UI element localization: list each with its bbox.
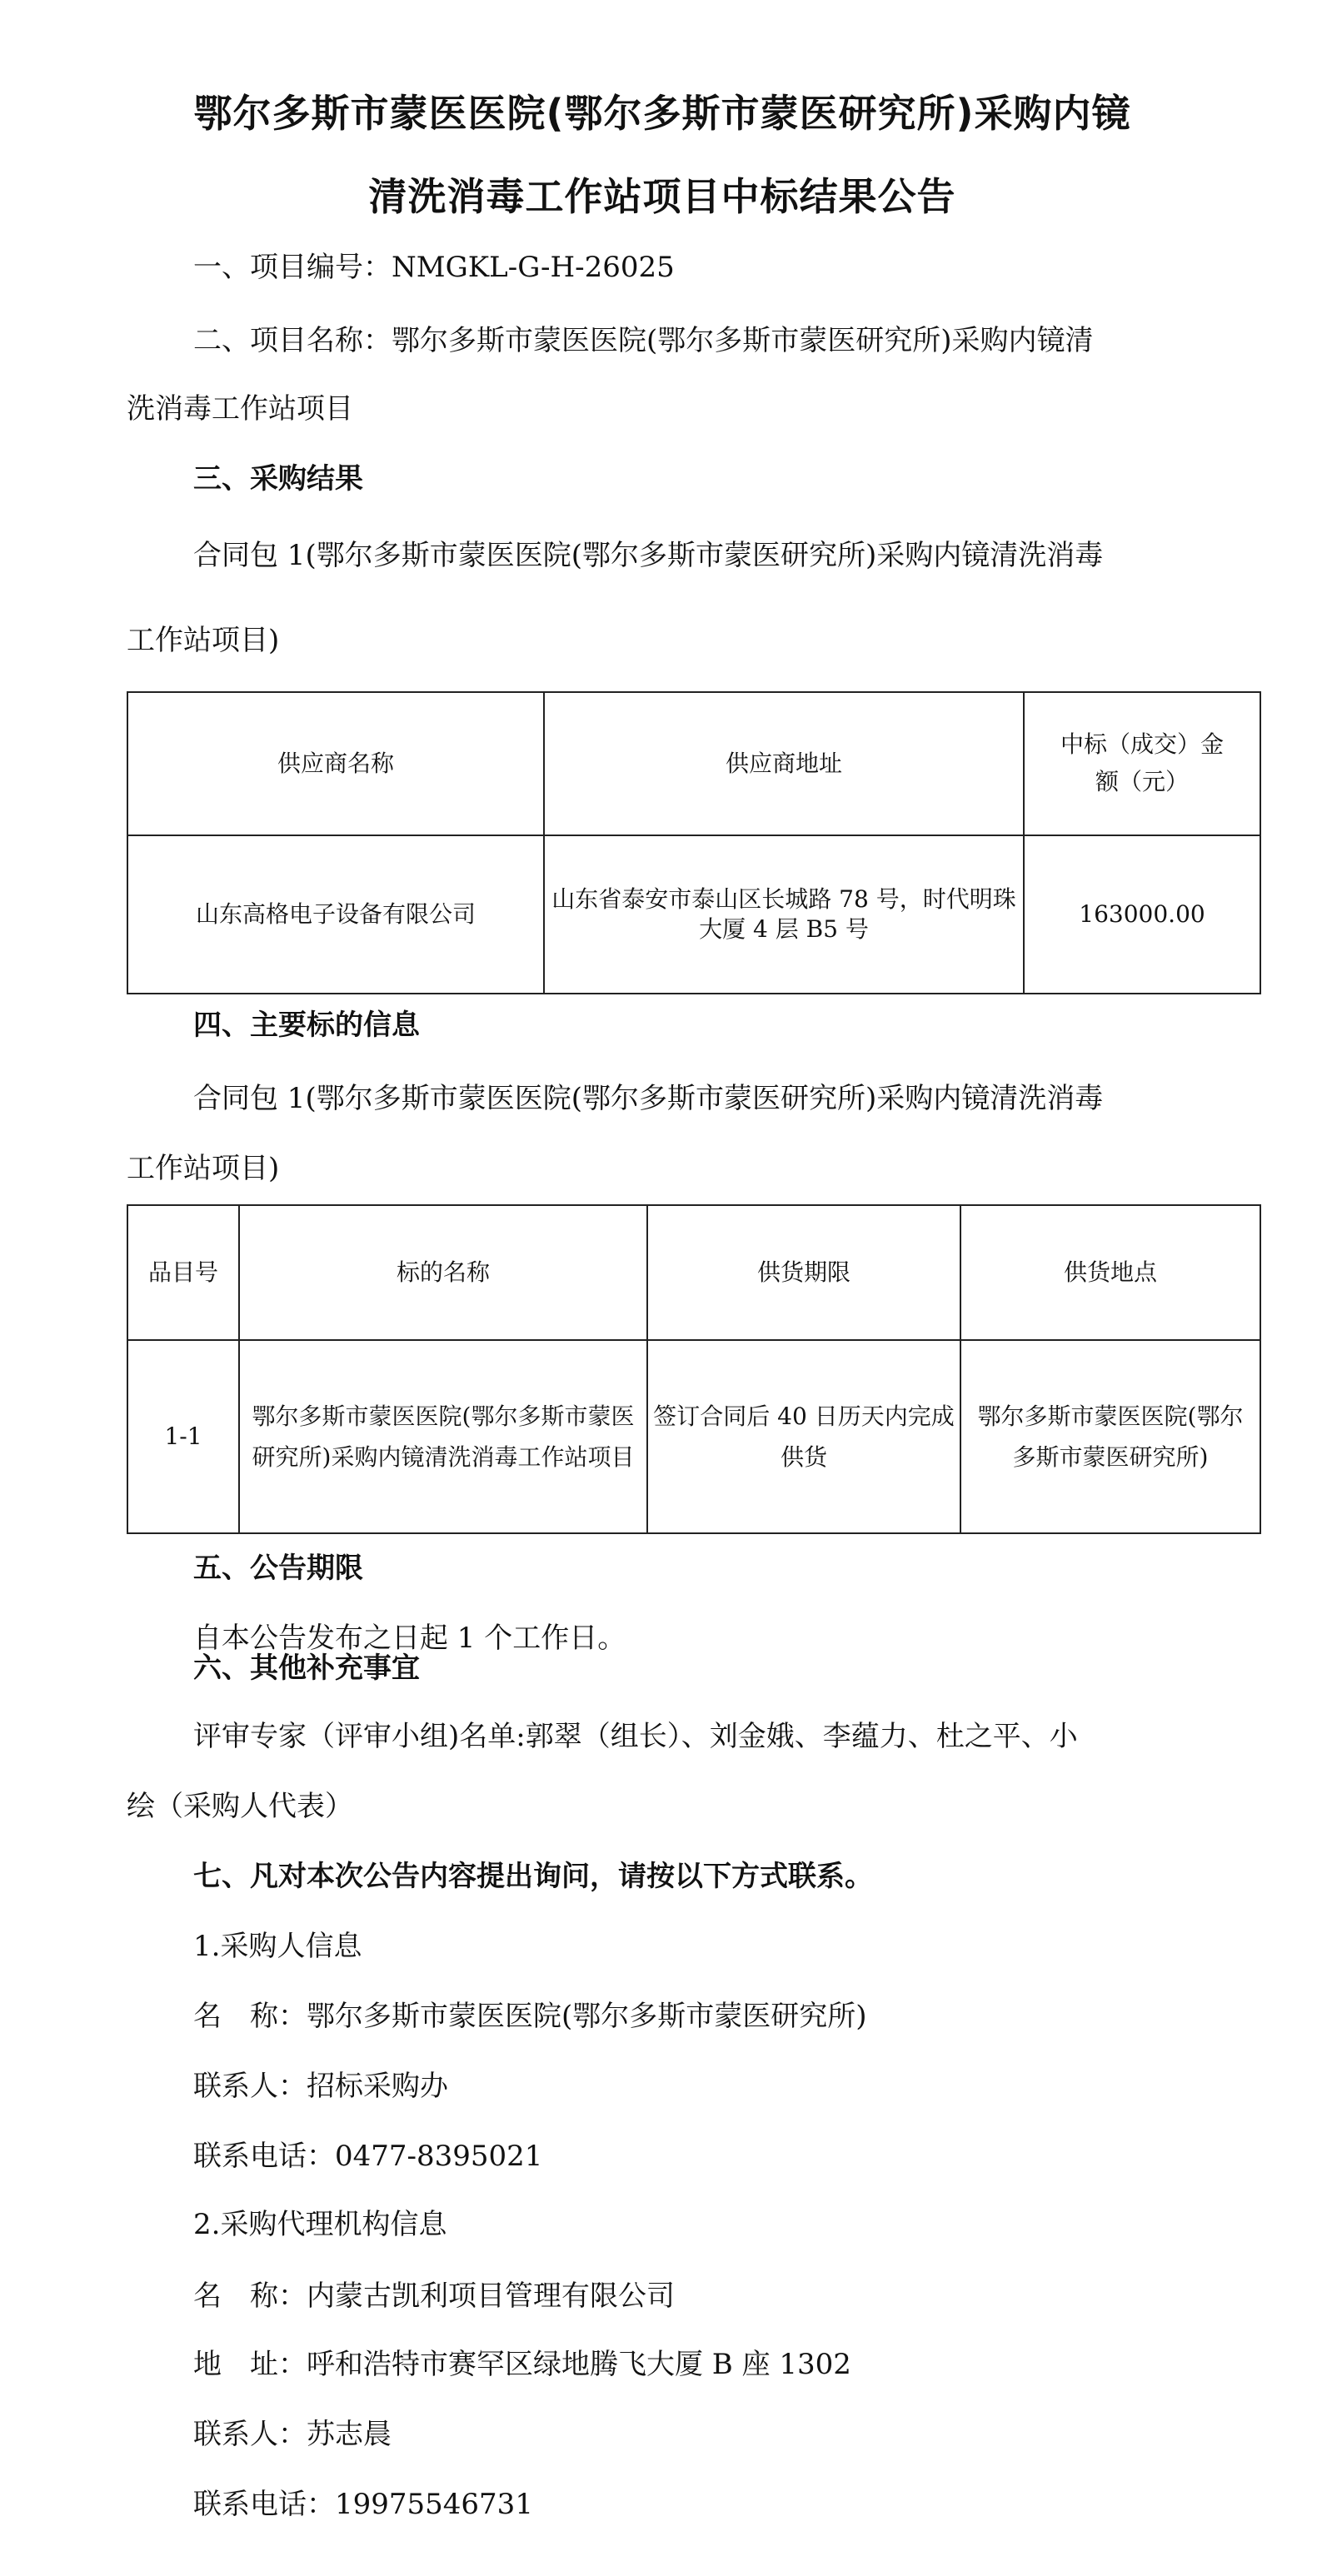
purchaser-phone: 联系电话：0477-8395021	[193, 2140, 543, 2173]
table-row	[127, 1340, 1260, 1533]
cell-award-amount: 163000.00	[1024, 835, 1260, 994]
purchaser-info-heading: 1.采购人信息	[193, 1930, 362, 1963]
items-package-line-2: 工作站项目)	[127, 1152, 280, 1185]
section-heading-procurement-result: 三、采购结果	[193, 462, 363, 496]
section-heading-contact: 七、凡对本次公告内容提出询问，请按以下方式联系。	[193, 1860, 873, 1893]
cell-delivery-period: 签订合同后 40 日历天内完成供货	[647, 1340, 960, 1533]
agency-address: 地 址：呼和浩特市赛罕区绿地腾飞大厦 B 座 1302	[193, 2348, 851, 2381]
header-supplier-name: 供应商名称	[127, 692, 544, 835]
purchaser-contact: 联系人：招标采购办	[193, 2070, 448, 2103]
agency-info-heading: 2.采购代理机构信息	[193, 2208, 447, 2241]
cell-item-name: 鄂尔多斯市蒙医医院(鄂尔多斯市蒙医研究所)采购内镜清洗消毒工作站项目	[239, 1340, 647, 1533]
table-row	[127, 835, 1260, 994]
project-name-line-1: 二、项目名称：鄂尔多斯市蒙医医院(鄂尔多斯市蒙医研究所)采购内镜清	[193, 324, 1094, 357]
header-item-number: 品目号	[127, 1205, 239, 1340]
document-title-line-2: 清洗消毒工作站项目中标结果公告	[368, 174, 956, 219]
table-header-row	[127, 1205, 1260, 1340]
agency-phone: 联系电话：19975546731	[193, 2488, 533, 2521]
header-award-amount: 中标（成交）金额（元）	[1024, 692, 1260, 835]
section-heading-notice-period: 五、公告期限	[193, 1552, 363, 1585]
header-item-name: 标的名称	[239, 1205, 647, 1340]
document-title-line-1: 鄂尔多斯市蒙医医院(鄂尔多斯市蒙医研究所)采购内镜	[193, 91, 1131, 136]
result-package-line-2: 工作站项目)	[127, 624, 280, 657]
result-package-line-1: 合同包 1(鄂尔多斯市蒙医医院(鄂尔多斯市蒙医研究所)采购内镜清洗消毒	[193, 539, 1104, 572]
experts-line-2: 绘（采购人代表）	[127, 1790, 353, 1823]
items-table	[127, 1204, 1261, 1534]
project-number: 一、项目编号：NMGKL-G-H-26025	[193, 251, 675, 284]
items-package-line-1: 合同包 1(鄂尔多斯市蒙医医院(鄂尔多斯市蒙医研究所)采购内镜清洗消毒	[193, 1082, 1104, 1115]
project-name-line-2: 洗消毒工作站项目	[127, 392, 353, 426]
header-supplier-address: 供应商地址	[544, 692, 1024, 835]
table-header-row	[127, 692, 1260, 835]
cell-delivery-location: 鄂尔多斯市蒙医医院(鄂尔多斯市蒙医研究所)	[960, 1340, 1260, 1533]
experts-line-1: 评审专家（评审小组)名单:郭翠（组长）、刘金娥、李蕴力、杜之平、小	[193, 1720, 1078, 1753]
cell-item-number: 1-1	[127, 1340, 239, 1533]
header-delivery-location: 供货地点	[960, 1205, 1260, 1340]
agency-name: 名 称：内蒙古凯利项目管理有限公司	[193, 2280, 675, 2313]
result-table	[127, 691, 1261, 994]
agency-contact: 联系人：苏志晨	[193, 2418, 392, 2451]
cell-supplier-address: 山东省泰安市泰山区长城路 78 号，时代明珠大厦 4 层 B5 号	[544, 835, 1024, 994]
purchaser-name: 名 称：鄂尔多斯市蒙医医院(鄂尔多斯市蒙医研究所)	[193, 2000, 867, 2033]
header-delivery-period: 供货期限	[647, 1205, 960, 1340]
section-heading-main-items: 四、主要标的信息	[193, 1009, 420, 1042]
section-heading-other-matters: 六、其他补充事宜	[193, 1652, 420, 1685]
notice-period-text: 自本公告发布之日起 1 个工作日。	[193, 1622, 626, 1655]
cell-supplier-name: 山东高格电子设备有限公司	[127, 835, 544, 994]
